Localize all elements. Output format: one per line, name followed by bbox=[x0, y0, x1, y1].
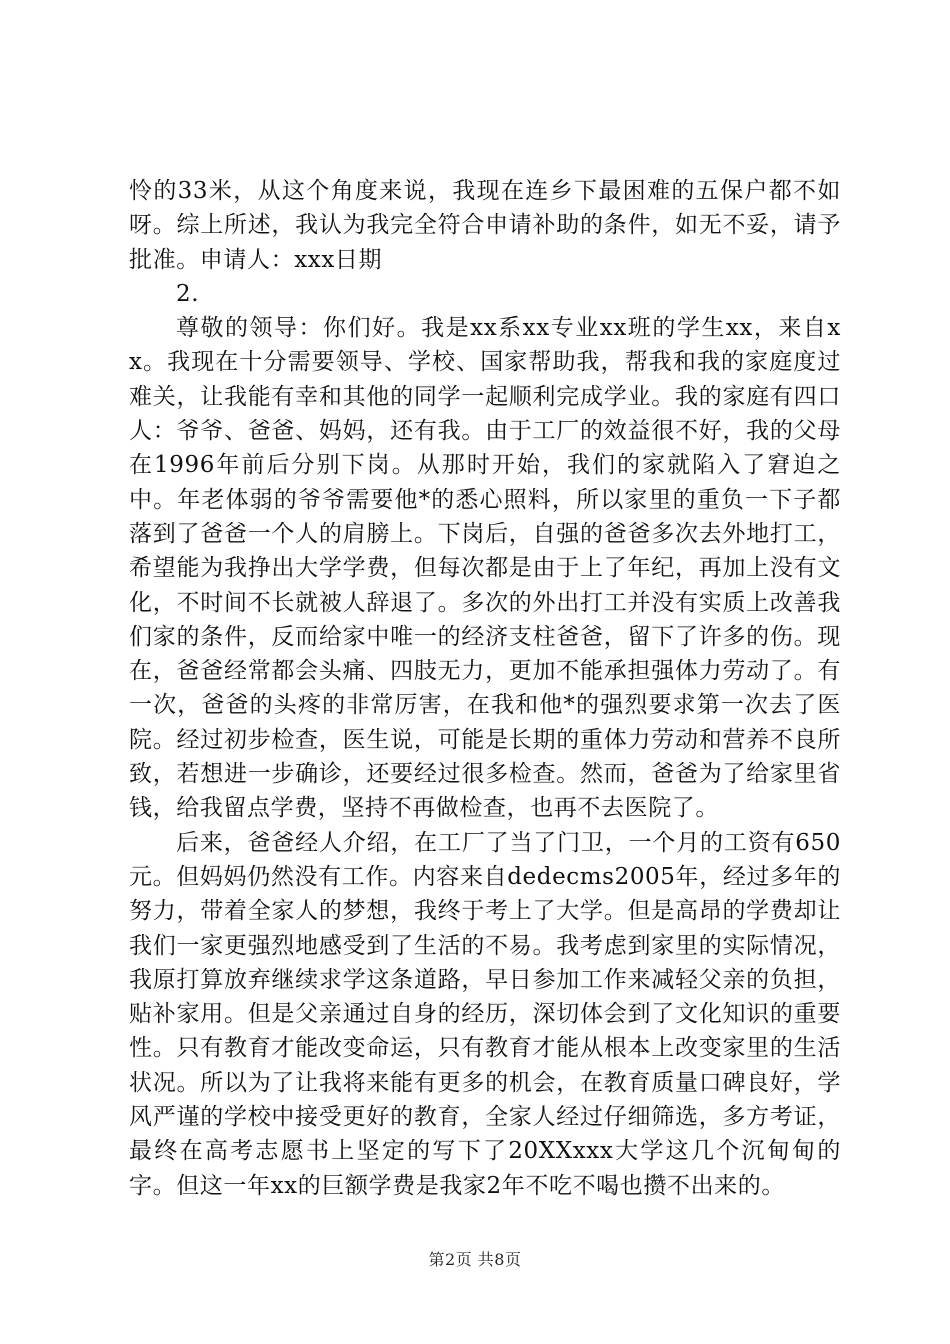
page-number-footer: 第2页 共8页 bbox=[428, 1250, 522, 1269]
paragraph-closing-application: 怜的33米，从这个角度来说，我现在连乡下最困难的五保户都不如呀。综上所述，我认为我完全符合申请补助的条件，如无不妥，请予批准。申请人：xxx日期 bbox=[129, 178, 841, 273]
paragraph-letter-body: 后来，爸爸经人介绍，在工厂了当了门卫，一个月的工资有650元。但妈妈仍然没有工作。内容来自dedecms2005年，经过多年的努力，带着全家人的梦想，我终于考上了大学。但是高昂的学费却让我们一家更强烈地感受到了生活的不易。我考虑到家里的实际情况，我原打算放弃继续求学这条道路，早日参加工作来减轻父亲的负担，贴补家用。但是父亲通过自身的经历，深切体会到了文化知识的重要性。只有教育才能改变命运，只有教育才能从根本上改变家里的生活状况。所以为了让我将来能有更多的机会，在教育质量口碑良好，学风严谨的学校中接受更好的教育，全家人经过仔细筛选，多方考证，最终在高考志愿书上坚定的写下了20XXxxx大学这几个沉甸甸的字。但这一年xx的巨额学费是我家2年不吃不喝也攒不出来的。 bbox=[129, 829, 841, 1199]
document-body bbox=[129, 174, 841, 1203]
paragraph-letter-greeting: 尊敬的领导：你们好。我是xx系xx专业xx班的学生xx，来自xx。我现在十分需要领导、学校、国家帮助我，帮我和我的家庭度过难关，让我能有幸和其他的同学一起顺利完成学业。我的家庭有四口人：爷爷、爸爸、妈妈，还有我。由于工厂的效益很不好，我的父母在1996年前后分别下岗。从那时开始，我们的家就陷入了窘迫之中。年老体弱的爷爷需要他*的悉心照料，所以家里的重负一下子都落到了爸爸一个人的肩膀上。下岗后，自强的爸爸多次去外地打工，希望能为我挣出大学学费，但每次都是由于上了年纪，再加上没有文化，不时间不长就被人辞退了。多次的外出打工并没有实质上改善我们家的条件，反而给家中唯一的经济支柱爸爸，留下了许多的伤。现在，爸爸经常都会头痛、四肢无力，更加不能承担强体力劳动了。有一次，爸爸的头疼的非常厉害，在我和他*的强烈要求第一次去了医院。经过初步检查，医生说，可能是长期的重体力劳动和营养不良所致，若想进一步确诊，还要经过很多检查。然而，爸爸为了给家里省钱，给我留点学费，坚持不再做检查，也再不去医院了。 bbox=[129, 315, 841, 822]
section-number: 2. bbox=[176, 280, 200, 307]
